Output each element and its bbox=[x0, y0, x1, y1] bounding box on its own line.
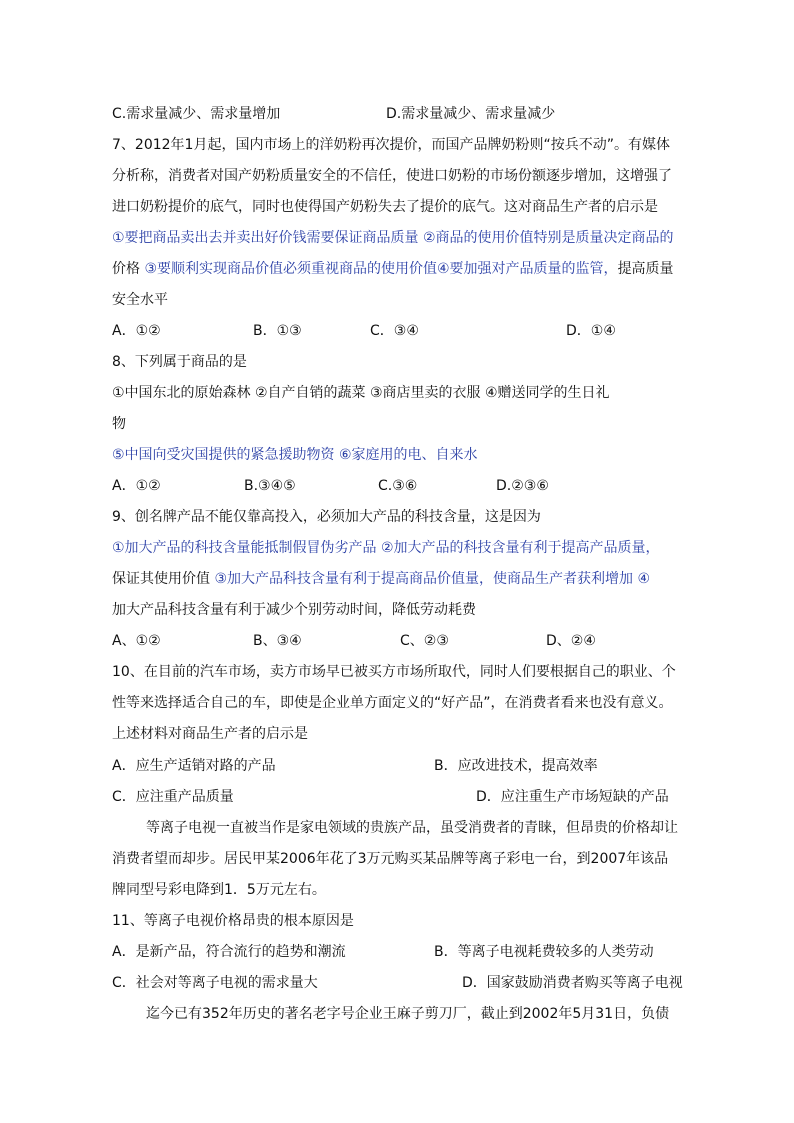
passage-1-line-3: 牌同型号彩电降到1．5万元左右。 bbox=[112, 882, 326, 898]
q7-items-line-2 bbox=[112, 259, 674, 279]
q9-option-a: A、①② bbox=[112, 633, 161, 649]
q11-option-a: A．是新产品，符合流行的趋势和潮流 bbox=[112, 944, 346, 960]
passage-1-line-1: 等离子电视一直被当作是家电领域的贵族产品，虽受消费者的青睐，但昂贵的价格却让 bbox=[146, 820, 678, 836]
q10-stem-line-2: 性等来选择适合自己的车，即使是企业单方面定义的“好产品”，在消费者看来也没有意义。 bbox=[112, 695, 673, 711]
q10-option-b: B．应改进技术，提高效率 bbox=[434, 758, 598, 774]
q8-option-b: B.③④⑤ bbox=[244, 478, 296, 494]
q7-items-line-2-suffix: 提高质量 bbox=[617, 261, 674, 277]
q8-stem: 8、下列属于商品的是 bbox=[112, 354, 247, 370]
q8-option-d: D.②③⑥ bbox=[496, 478, 549, 494]
q9-option-d: D、②④ bbox=[546, 633, 596, 649]
q10-option-c: C．应注重产品质量 bbox=[112, 789, 234, 805]
q7-stem-line-3: 进口奶粉提价的底气，同时也使得国产奶粉失去了提价的底气。这对商品生产者的启示是 bbox=[112, 199, 658, 215]
q7-items-line-2-prefix: 价格 bbox=[112, 261, 145, 277]
q7-stem-line-1: 7、2012年1月起，国内市场上的洋奶粉再次提价，而国产品牌奶粉则“按兵不动”。有媒体 bbox=[112, 137, 670, 153]
q11-option-b: B．等离子电视耗费较多的人类劳动 bbox=[434, 944, 654, 960]
q8-option-a: A．①② bbox=[112, 478, 161, 494]
q10-stem-line-3: 上述材料对商品生产者的启示是 bbox=[112, 726, 308, 742]
q10-option-d: D．应注重生产市场短缺的产品 bbox=[476, 789, 669, 805]
q8-items-line-3: ⑤中国向受灾国提供的紧急援助物资 ⑥家庭用的电、自来水 bbox=[112, 447, 478, 463]
q8-items-line-2: 物 bbox=[112, 416, 126, 432]
passage-1-line-2: 消费者望而却步。居民甲某2006年花了3万元购买某品牌等离子彩电一台，到2007年该品 bbox=[112, 851, 669, 867]
q9-items-line-1: ①加大产品的科技含量能抵制假冒伪劣产品 ②加大产品的科技含量有利于提高产品质量， bbox=[112, 540, 660, 556]
q10-option-a: A．应生产适销对路的产品 bbox=[112, 758, 276, 774]
passage-2-line-1: 迄今已有352年历史的著名老字号企业王麻子剪刀厂，截止到2002年5月31日，负债 bbox=[146, 1006, 670, 1022]
q7-items-line-1: ①要把商品卖出去并卖出好价钱需要保证商品质量 ②商品的使用价值特别是质量决定商品的 bbox=[112, 230, 674, 246]
q7-option-d: D．①④ bbox=[566, 323, 616, 339]
q7-option-a: A．①② bbox=[112, 323, 161, 339]
q9-items-line-2-prefix: 保证其使用价值 bbox=[112, 571, 215, 587]
q6-option-d: D.需求量减少、需求量减少 bbox=[386, 106, 556, 122]
q9-option-b: B、③④ bbox=[253, 633, 302, 649]
q9-items-line-2-body: ③加大产品科技含量有利于提高商品价值量，使商品生产者获利增加 ④ bbox=[214, 571, 651, 587]
q8-items-line-1: ①中国东北的原始森林 ②自产自销的蔬菜 ③商店里卖的衣服 ④赠送同学的生日礼 bbox=[112, 385, 610, 401]
q7-stem-line-2: 分析称，消费者对国产奶粉质量安全的不信任，使进口奶粉的市场份额逐步增加，这增强了 bbox=[112, 168, 672, 184]
q11-option-c: C．社会对等离子电视的需求量大 bbox=[112, 975, 318, 991]
q7-option-b: B．①③ bbox=[253, 323, 302, 339]
q9-option-c: C、②③ bbox=[400, 633, 449, 649]
q10-stem-line-1: 10、在目前的汽车市场，卖方市场早已被买方市场所取代，同时人们要根据自己的职业、个 bbox=[112, 664, 676, 680]
q8-option-c: C.③⑥ bbox=[378, 478, 418, 494]
q9-items-line-2 bbox=[112, 569, 650, 589]
q7-items-line-2-body: ③要顺利实现商品价值必须重视商品的使用价值④要加强对产品质量的监管， bbox=[144, 261, 618, 277]
q9-items-line-3: 加大产品科技含量有利于减少个别劳动时间，降低劳动耗费 bbox=[112, 602, 476, 618]
q7-option-c: C．③④ bbox=[370, 323, 419, 339]
q6-option-c: C.需求量减少、需求量增加 bbox=[112, 106, 281, 122]
q11-option-d: D．国家鼓励消费者购买等离子电视 bbox=[462, 975, 683, 991]
q11-stem: 11、等离子电视价格昂贵的根本原因是 bbox=[112, 913, 354, 929]
q7-items-line-3: 安全水平 bbox=[112, 292, 168, 308]
q9-stem: 9、创名牌产品不能仅靠高投入，必须加大产品的科技含量，这是因为 bbox=[112, 509, 541, 525]
